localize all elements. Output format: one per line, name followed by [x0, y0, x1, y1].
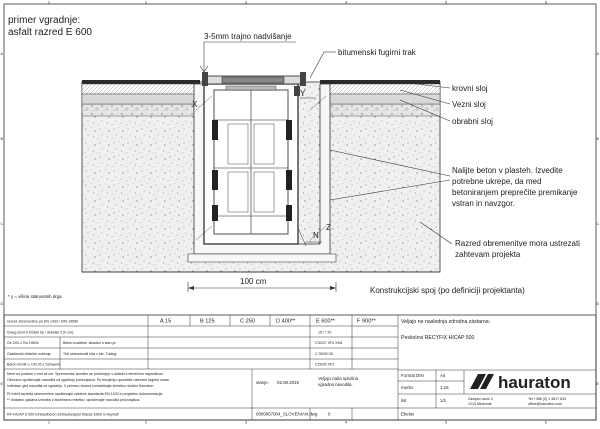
concrete-quality-value: C30/37 XF4 XM1	[315, 341, 343, 345]
sheet-value: 1/1	[440, 398, 447, 403]
phone: Tel +386 (0) 1 3617 833	[528, 397, 567, 401]
frame-edge-left	[202, 72, 208, 86]
grid-label: 4	[345, 420, 347, 424]
footer-title: RF-HICAP S 500 Einbaufbeton Einbaubeispiel Klasse E600 in Asphalt	[7, 412, 119, 417]
email: office@hauraton.com	[528, 402, 563, 406]
load-class-row-label: razred obremenitve po EN 1433 / DIN 19580	[7, 319, 79, 324]
structural-joint-label: Konstrukcijski spoj (po definiciji projektanta)	[370, 286, 525, 295]
pit-rib	[212, 120, 218, 140]
grid-label: 5	[445, 0, 447, 5]
grid-label: 2	[145, 420, 147, 424]
asphalt-binder-right	[320, 84, 440, 94]
svg-text:potrebne ukrepe, da med: potrebne ukrepe, da med	[452, 177, 542, 186]
class-c250: C 250	[240, 318, 255, 325]
address-line1: Zasipšo ucciz 4	[468, 397, 493, 401]
thickness-row-label: Izvleg červi-š friživki tip / debelsk 2 (h cm)	[7, 330, 74, 335]
brand-name: hauraton	[498, 373, 571, 392]
row4-norm: Gasilenski oblaček nošenja	[7, 352, 51, 356]
grid-label: B	[0, 137, 3, 141]
wearing-layer-label: krovni sloj	[452, 84, 488, 93]
grid-label: E	[596, 382, 599, 386]
svg-text:Obvezno upoštevajte navodila z: Obvezno upoštevajte navodila za vgradnjo proizvajalca. Pri tesnjenju uporabite ustrezne fugirne mase.	[7, 378, 171, 382]
install-ref-line1: Veljajo naša splošna	[318, 376, 359, 381]
load-class-note	[455, 239, 580, 259]
row3-desc: Beton kvalitete, skladno s stan.pr.	[63, 341, 117, 345]
grid-labels-left	[1, 52, 4, 386]
notes-block	[7, 372, 170, 402]
footnote: * y = višina stalnostnih drga	[8, 294, 62, 299]
svg-text:Mere so podane v mm ali cm. Sp: Mere so podane v mm ali cm. Spremembe izvedbe se pridržujejo v skladu s tehničnim napredkom.	[7, 372, 164, 376]
doc-number: 0000067004_SLOVENIAN.dwg	[256, 411, 318, 417]
row5-norm: Beton krivilit o, DN 25 x Schwenk	[7, 362, 60, 367]
asphalt-base-right	[320, 94, 440, 104]
grid-label: 3	[245, 0, 247, 5]
dimension-label: 100 cm	[240, 277, 267, 286]
row3-norm: Ge 200-1 Ra 19604	[7, 341, 39, 345]
address-line2: 1215 Medvode	[468, 402, 492, 406]
elevation-note: 3-5mm trajno nadvišanje	[204, 32, 292, 41]
svg-text:Izdelava: glej navodila za vgr: Izdelava: glej navodila za vgradnjo. V primeru dvoma kontaktirajte tehnično službo Hauraton.	[7, 384, 155, 388]
date-label: stanje:	[256, 380, 269, 385]
drawing-title-line1: primer vgradnje:	[8, 15, 81, 26]
cross-section	[82, 72, 440, 272]
grid-label: A	[0, 52, 3, 56]
grid-label: 6	[545, 0, 547, 5]
grid-label: D	[596, 302, 600, 306]
dim-y-label: Y	[300, 89, 306, 98]
pit-rib	[212, 205, 218, 221]
grid-labels-bottom	[48, 421, 547, 425]
row4-desc: Trdi utravstovali Ista v ele, Tulang	[63, 352, 117, 356]
hauraton-logo	[470, 373, 571, 392]
grid-label: 4	[345, 0, 347, 5]
format-label: Format DIN	[401, 373, 424, 378]
install-ref-line2: vgradna navodila.	[318, 382, 353, 387]
dim-n-label: N	[313, 231, 319, 240]
pit-rib	[286, 120, 292, 140]
scale-value: 1:16	[440, 385, 449, 390]
grid-label: E	[0, 382, 3, 386]
product-name: Peskolovi RECYFIX HICAP 500	[401, 335, 475, 341]
grid-label: 6	[545, 420, 547, 424]
grid-label: D	[0, 302, 4, 306]
binder-layer-label: Vezni sloj	[452, 100, 486, 109]
asphalt-wearing-left	[82, 80, 200, 84]
asphalt-base-left	[82, 94, 200, 104]
dim-x-label: X	[192, 100, 198, 109]
grid-label: 1	[48, 420, 50, 424]
format-value: A4	[440, 373, 446, 378]
class-a15: A 15	[160, 318, 172, 325]
grating	[222, 77, 284, 83]
concrete-note	[452, 166, 578, 208]
note-title: Veljajo ne naslednja zdrodna zástarna:	[401, 319, 491, 325]
scale-label: merilo	[401, 385, 413, 390]
bitumen-tape-label: bitumenski fugirni trak	[338, 48, 416, 57]
date-value: 02.08.2019	[277, 380, 299, 385]
base-layer-label: obrabni sloj	[452, 117, 493, 126]
dim-z-label: Z	[326, 223, 331, 232]
svg-text:Razred obremenitve mora ustrez: Razred obremenitve mora ustrezati	[455, 239, 580, 248]
svg-text:** dodatno ojačana izvedba z l: ** dodatno ojačana izvedba z litoželezno rešetko; upoštevajte navodila proizvajalca.	[7, 398, 141, 402]
class-d400: D 400**	[276, 318, 296, 325]
frame-edge-right	[300, 72, 306, 86]
gravel-layer-right	[324, 104, 440, 116]
grid-label: A	[596, 52, 599, 56]
grid-label: C	[0, 222, 4, 226]
svg-text:betoniranjem preprečite premik: betoniranjem preprečite premikanje	[452, 188, 578, 197]
thickness-value: 15 / * 20	[318, 330, 332, 335]
grid-label: 2	[145, 0, 147, 5]
grid-label: 5	[445, 420, 447, 424]
title-block	[4, 315, 596, 420]
grid-label: 1	[48, 0, 50, 5]
asphalt-binder-left	[82, 84, 200, 94]
gravel-layer-left	[82, 104, 194, 116]
asphalt-wearing-right	[320, 80, 440, 84]
svg-text:Pri izbiri razreda obremenitve: Pri izbiri razreda obremenitve upoštevajte zahteve standarda EN 1433 in projektno dokumentacijo.	[7, 392, 164, 396]
sheet-label: list	[401, 398, 407, 403]
svg-text:zahtevam projekta: zahtevam projekta	[455, 250, 521, 259]
grid-label: C	[596, 222, 600, 226]
grid-labels-right	[597, 52, 600, 386]
pit-rib	[286, 205, 292, 221]
drawing-title-line2: asfalt razred E 600	[8, 27, 92, 38]
row5-value: C25/30 XF3	[315, 362, 335, 367]
revision: 0	[328, 411, 331, 417]
pit-rib	[286, 170, 292, 190]
svg-text:vstran in navzgor.: vstran in navzgor.	[452, 199, 515, 208]
pit-rib	[212, 170, 218, 190]
class-f900: F 900**	[357, 318, 376, 325]
class-b125: B 125	[200, 318, 215, 325]
grid-label: 3	[245, 420, 247, 424]
concrete-bed	[188, 254, 336, 262]
class-e600: E 600**	[316, 318, 335, 325]
grid-label: B	[596, 137, 599, 141]
edition: Ekelas	[401, 411, 415, 417]
row4-value: C 35/90 08	[315, 352, 333, 356]
svg-text:Nalijte beton v plasteh. Izved: Nalijte beton v plasteh. Izvedite	[452, 166, 563, 175]
